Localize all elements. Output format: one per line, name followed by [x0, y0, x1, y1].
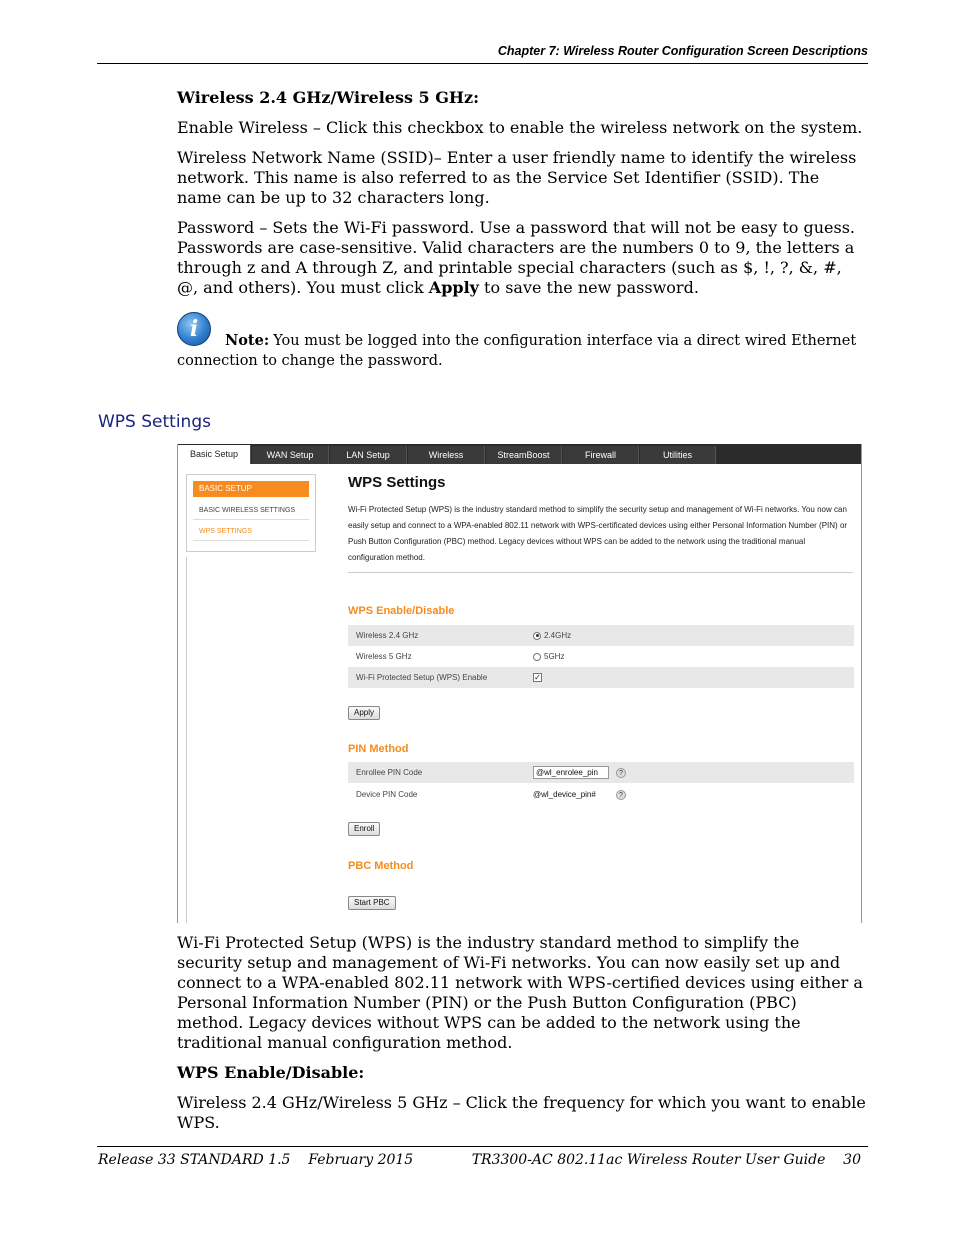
note-label: Note:: [225, 332, 270, 349]
row-label: Enrollee PIN Code: [356, 768, 423, 777]
row-label: Device PIN Code: [356, 790, 418, 799]
sidebar-item-basic-wireless-settings[interactable]: BASIC WIRELESS SETTINGS: [193, 502, 309, 520]
content-divider: [348, 572, 853, 573]
paragraph-wps-frequency: Wireless 2.4 GHz/Wireless 5 GHz – Click the frequency for which you want to enable WPS.: [177, 1093, 866, 1132]
pbc-method-heading: PBC Method: [348, 860, 414, 872]
row-label: Wireless 5 GHz: [356, 652, 412, 661]
start-pbc-button[interactable]: Start PBC: [348, 896, 396, 910]
footer-release: Release 33 STANDARD 1.5 February 2015: [98, 1152, 414, 1168]
wps-settings-screenshot: [177, 444, 862, 923]
pin-method-heading: PIN Method: [348, 743, 409, 755]
row-wireless-24: [348, 625, 854, 646]
tab-streamboost[interactable]: StreamBoost: [486, 446, 562, 464]
wps-enable-heading: WPS Enable/Disable: [348, 605, 455, 617]
page-title: WPS Settings: [348, 474, 446, 491]
tab-wan-setup[interactable]: WAN Setup: [252, 446, 329, 464]
header-rule: [97, 63, 868, 64]
chapter-label: Chapter 7: [497, 44, 556, 58]
radio-5ghz[interactable]: [533, 653, 541, 661]
wps-settings-heading: WPS Settings: [98, 412, 211, 432]
device-pin-value: @wl_device_pin#: [533, 790, 596, 799]
paragraph-ssid: Wireless Network Name (SSID)– Enter a user friendly name to identify the wireless network. This name is also referred to as the Service Set Identifier (SSID). The name can be up to 32 characters long.: [177, 148, 857, 207]
section-heading-wireless: Wireless 2.4 GHz/Wireless 5 GHz:: [177, 88, 480, 107]
sidebar-divider: [186, 557, 187, 923]
note: [177, 331, 867, 371]
tab-utilities[interactable]: Utilities: [640, 446, 716, 464]
tab-bar: [178, 444, 862, 464]
tab-basic-setup[interactable]: Basic Setup: [178, 445, 251, 464]
chapter-title: Wireless Router Configuration Screen Descriptions: [563, 44, 868, 58]
radio-24ghz-label: 2.4GHz: [544, 631, 572, 640]
running-header: Chapter 7: Wireless Router Configuration Screen Descriptions: [497, 44, 868, 58]
paragraph-wps-description: Wi-Fi Protected Setup (WPS) is the industry standard method to simplify the security setup and management of Wi-Fi networks. You can now easily set up and connect to a WPA-enabled 802.11 network with WPS-certified devices using either a Personal Information Number (PIN) or the Push Button Configuration (PBC) method. Legacy devices without WPS can be added to the network using the traditional manual configuration method.: [177, 933, 863, 1052]
footer-rule: [97, 1146, 868, 1147]
row-device-pin: [348, 784, 854, 805]
tab-wireless[interactable]: Wireless: [408, 446, 485, 464]
row-wireless-5: [348, 646, 854, 667]
sidebar: [186, 474, 316, 552]
tab-lan-setup[interactable]: LAN Setup: [330, 446, 407, 464]
apply-button[interactable]: Apply: [348, 706, 380, 720]
row-label: Wi-Fi Protected Setup (WPS) Enable: [356, 673, 488, 682]
sidebar-item-wps-settings[interactable]: WPS SETTINGS: [193, 523, 309, 541]
info-icon: i: [177, 312, 211, 346]
wps-enable-checkbox[interactable]: ✓: [534, 673, 541, 682]
help-icon[interactable]: ?: [616, 790, 626, 800]
apply-emphasis: Apply: [428, 278, 479, 297]
paragraph-enable-wireless: Enable Wireless – Click this checkbox to enable the wireless network on the system.: [177, 118, 863, 137]
radio-5ghz-label: 5GHz: [544, 652, 565, 661]
row-wps-enable: [348, 667, 854, 688]
sidebar-item-basic-setup[interactable]: BASIC SETUP: [193, 481, 309, 497]
row-label: Wireless 2.4 GHz: [356, 631, 419, 640]
footer-page-info: TR3300-AC 802.11ac Wireless Router User Guide 30: [471, 1152, 861, 1168]
paragraph-password: Password – Sets the Wi-Fi password. Use a password that will not be easy to guess. Passwords are case-sensitive. Valid characters are the numbers 0 to 9, the letters a through z and A through Z, and printable special characters (such as $, !, ?, &, #, @, and others). You must click Apply to save the new password.: [177, 218, 855, 297]
tab-firewall[interactable]: Firewall: [563, 446, 639, 464]
enroll-button[interactable]: Enroll: [348, 822, 380, 836]
row-enrollee-pin: [348, 762, 854, 783]
help-icon[interactable]: ?: [616, 768, 626, 778]
note-text: You must be logged into the configuration interface via a direct wired Ethernet connection to change the password.: [177, 333, 857, 369]
radio-24ghz[interactable]: [533, 632, 541, 640]
wps-enable-disable-heading: WPS Enable/Disable:: [177, 1063, 365, 1082]
page-description: Wi-Fi Protected Setup (WPS) is the industry standard method to simplify the security setup and management of Wi-Fi networks. You now can easily setup and connect to a WPA-enabled 802.11 network with WPS-certificated devices using either Personal Information Number (PIN) or Push Button Configuration (PBC) method. Legacy devices without WPS can be added to the network using the traditional manual configuration method.: [348, 505, 848, 562]
enrollee-pin-input[interactable]: @wl_enrolee_pin: [533, 766, 609, 779]
